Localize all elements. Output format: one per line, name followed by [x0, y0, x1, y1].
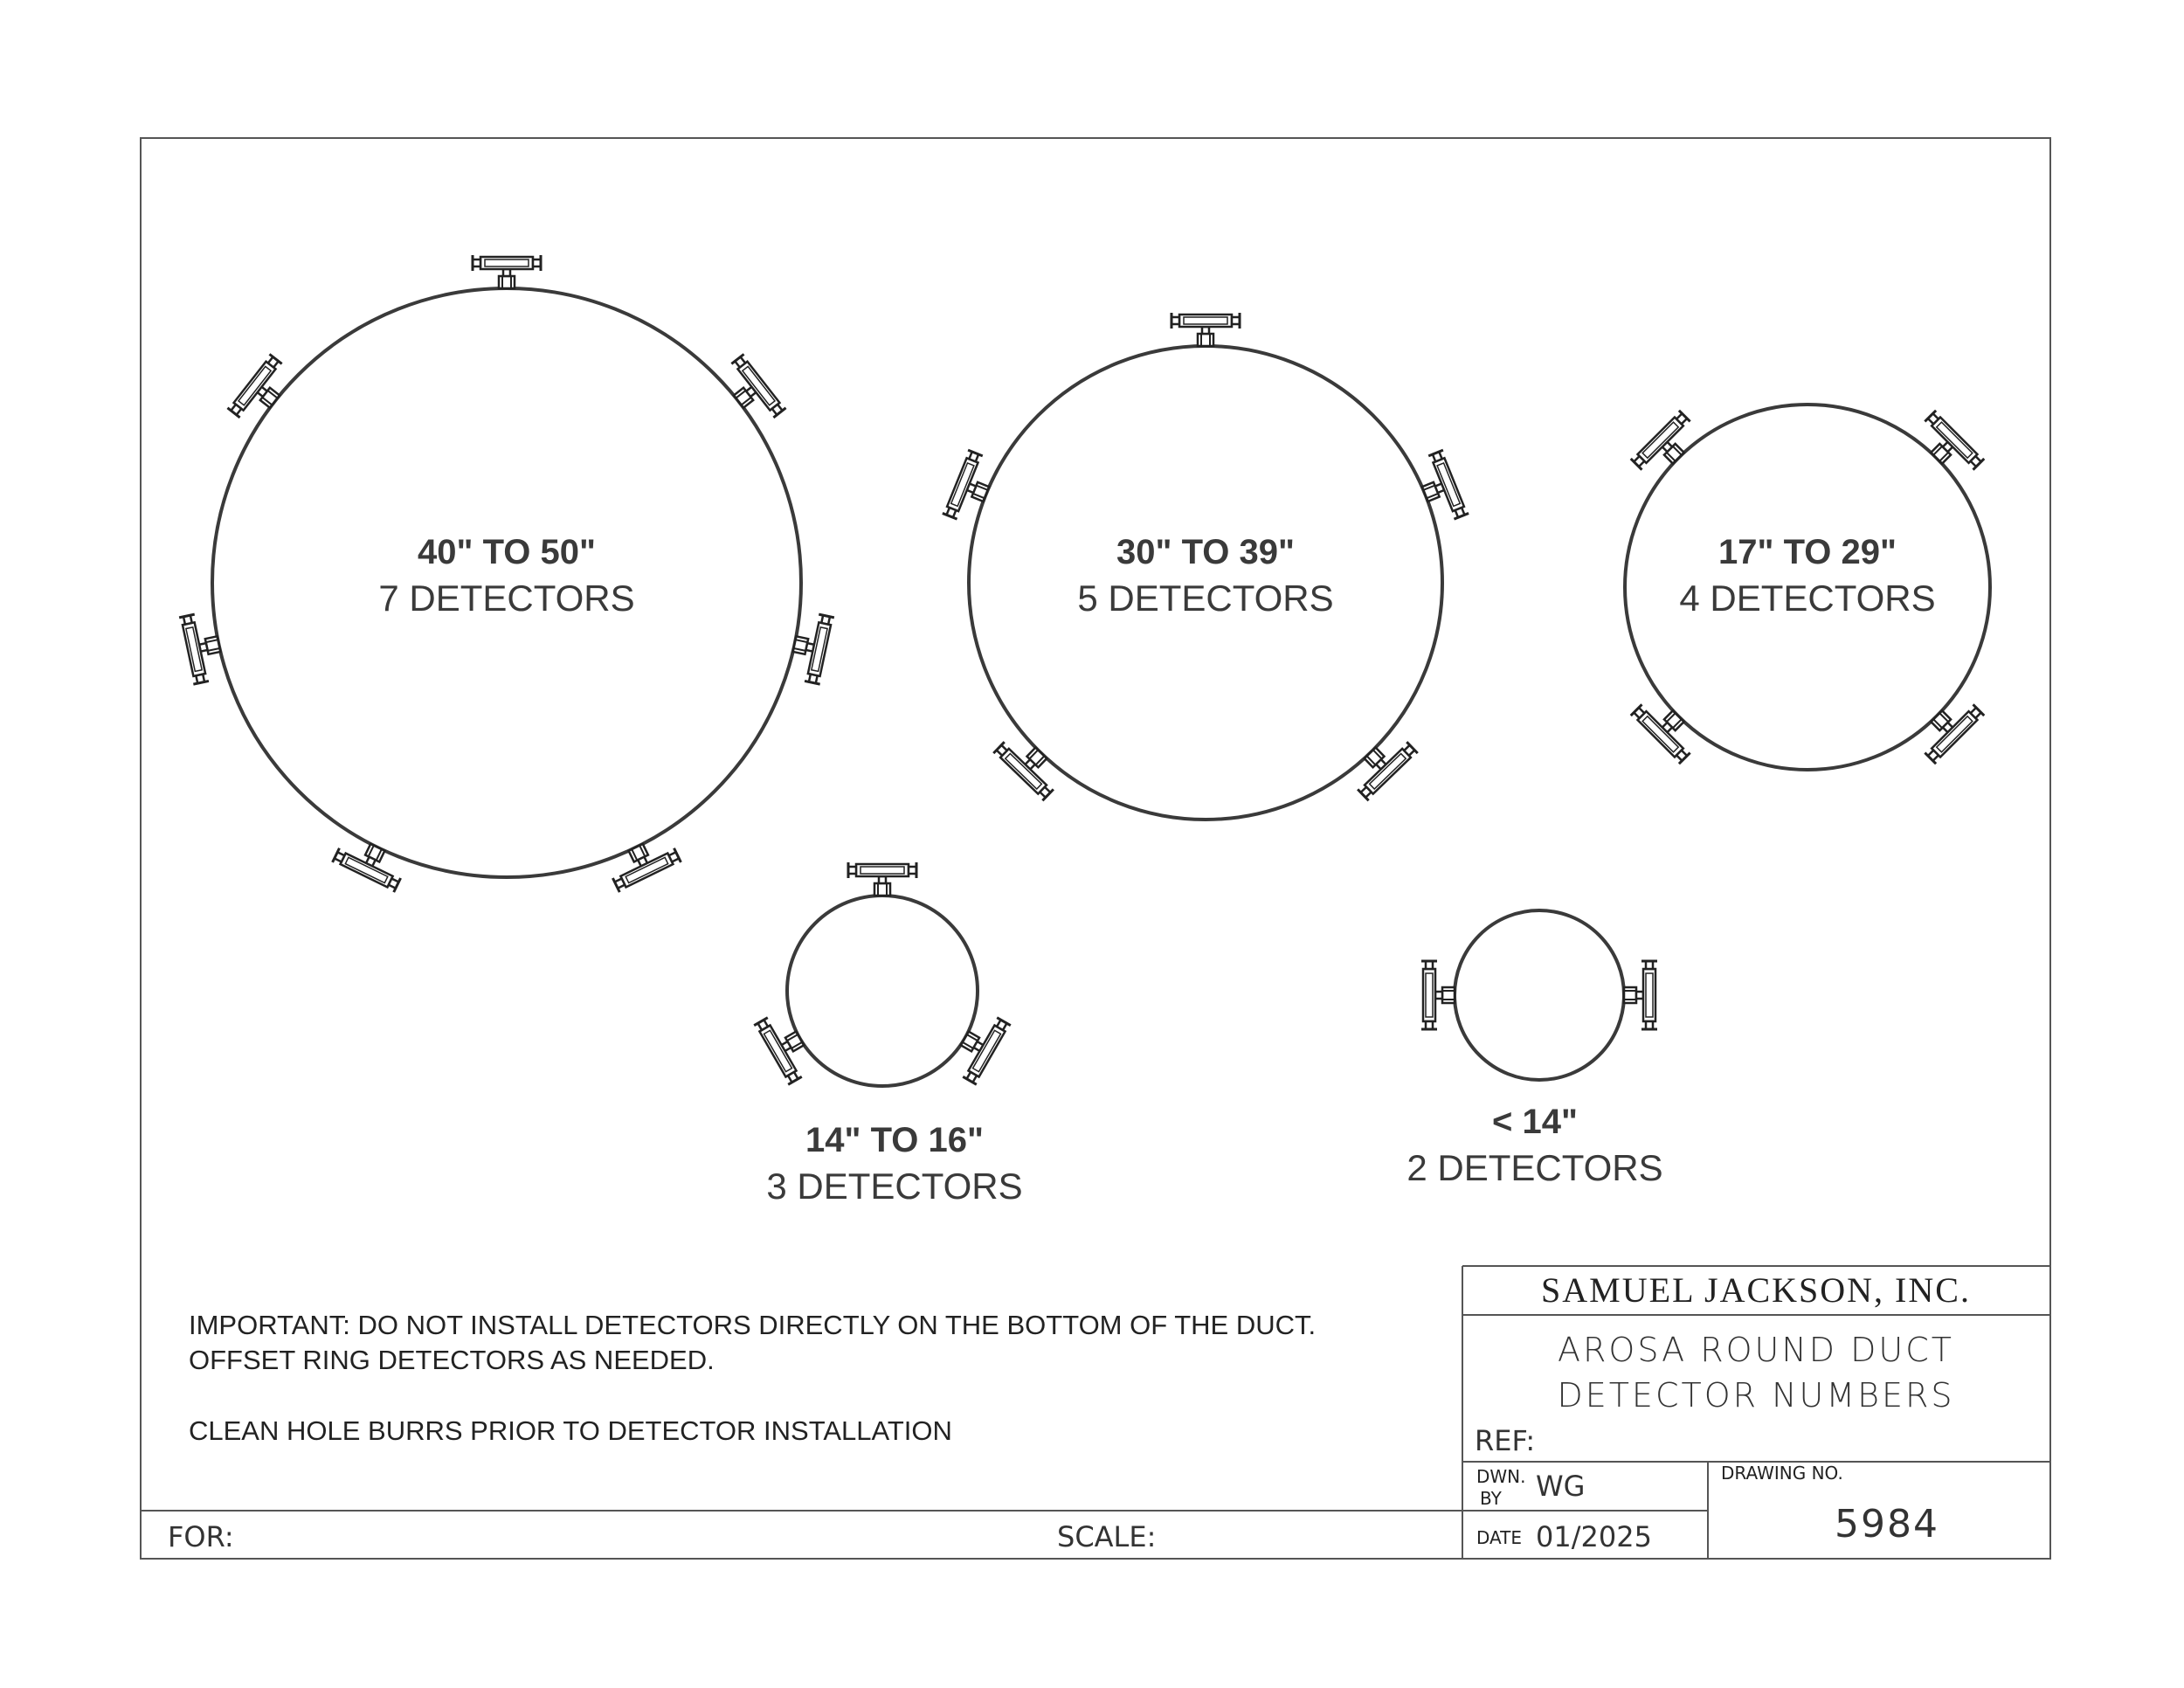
duct-detector-count: 2 DETECTORS — [1406, 1147, 1663, 1188]
date-label: DATE — [1476, 1527, 1523, 1548]
duct-detector-count: 7 DETECTORS — [378, 578, 635, 619]
note-offset: OFFSET RING DETECTORS AS NEEDED. — [189, 1345, 715, 1375]
duct-size-label: 40" TO 50" — [418, 533, 596, 571]
drawing-number: 5984 — [1835, 1502, 1939, 1546]
note-important: IMPORTANT: DO NOT INSTALL DETECTORS DIRECTLY ON THE BOTTOM OF THE DUCT. — [189, 1310, 1317, 1340]
drawing-title-line-2: DETECTOR NUMBERS — [1557, 1376, 1955, 1415]
detector-icon — [1171, 313, 1240, 346]
detector-icon — [473, 255, 541, 288]
detector-icon — [787, 611, 833, 684]
duct-circle-14-16 — [787, 896, 978, 1086]
duct-detector-count: 4 DETECTORS — [1679, 578, 1936, 619]
detector-icon — [1421, 961, 1455, 1029]
duct-size-label: 14" TO 16" — [805, 1121, 984, 1159]
note-clean: CLEAN HOLE BURRS PRIOR TO DETECTOR INSTALLATION — [189, 1415, 952, 1446]
drawn-by-label-2: BY — [1480, 1488, 1502, 1509]
duct-size-label: 17" TO 29" — [1718, 533, 1897, 571]
for-label: FOR: — [168, 1520, 234, 1553]
company-name: SAMUEL JACKSON, INC. — [1541, 1270, 1971, 1310]
duct-size-label: < 14" — [1492, 1103, 1578, 1141]
detector-icon — [948, 1009, 1011, 1085]
date-value: 01/2025 — [1536, 1520, 1652, 1553]
detector-icon — [1624, 961, 1657, 1029]
ref-label: REF: — [1475, 1424, 1536, 1457]
duct-detector-count: 5 DETECTORS — [1077, 578, 1334, 619]
duct-circle-under-14 — [1455, 910, 1624, 1080]
detector-icon — [605, 833, 681, 892]
detector-icon — [754, 1009, 817, 1085]
drawing-number-label: DRAWING NO. — [1721, 1463, 1843, 1484]
drawn-by-label: DWN. — [1476, 1466, 1526, 1487]
detector-icon — [333, 833, 409, 892]
detector-icon — [848, 862, 916, 896]
drawing-title-line-1: AROSA ROUND DUCT — [1558, 1331, 1954, 1369]
duct-diagrams — [179, 255, 1990, 1086]
duct-size-label: 30" TO 39" — [1116, 533, 1295, 571]
drawn-by-value: WG — [1536, 1470, 1586, 1503]
detector-icon — [179, 611, 225, 684]
scale-label: SCALE: — [1057, 1520, 1157, 1553]
duct-detector-count: 3 DETECTORS — [766, 1166, 1023, 1207]
